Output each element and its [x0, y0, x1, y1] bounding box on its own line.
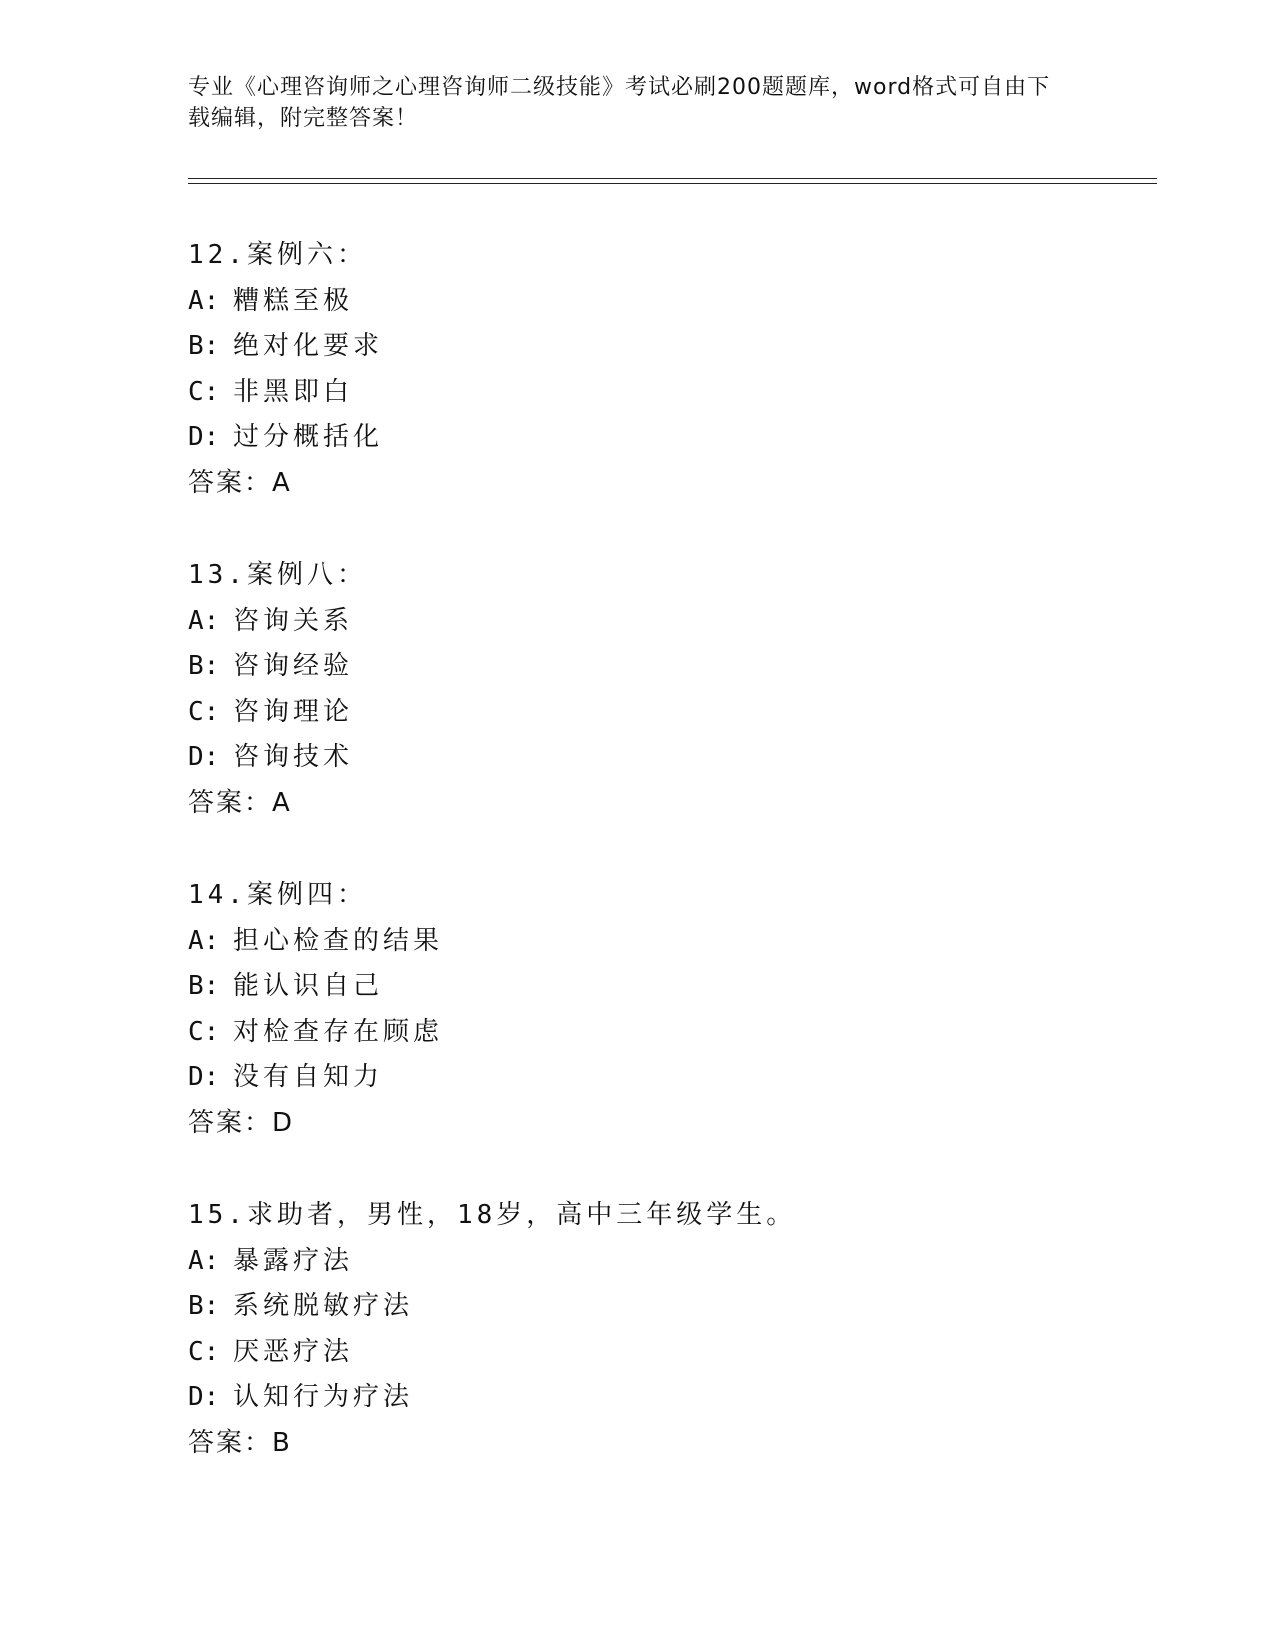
option-b — [188, 647, 1148, 693]
option-label: D: — [188, 742, 220, 772]
option-label: D: — [188, 422, 220, 452]
option-label: B: — [188, 331, 220, 361]
question-stem: 12.案例六： — [188, 240, 367, 270]
option-text: 担心检查的结果 — [233, 925, 444, 956]
option-text: 绝对化要求 — [233, 331, 384, 361]
option-text: 对检查存在顾虑 — [233, 1016, 444, 1047]
question-list — [188, 236, 1148, 1516]
option-text: 咨询技术 — [233, 742, 354, 772]
option-text: 过分概括化 — [233, 422, 384, 452]
header-divider-bottom — [188, 183, 1157, 184]
question-15 — [188, 1196, 1148, 1516]
option-label: B: — [188, 971, 220, 1001]
option-label: A: — [188, 925, 220, 956]
option-label: D: — [188, 1382, 220, 1412]
option-b — [188, 967, 1148, 1013]
header-text: 专业《心理咨询师之心理咨询师二级技能》考试必刷200题题库，word格式可自由下载编辑，附完整答案！ — [188, 75, 1051, 131]
option-d — [188, 1378, 1148, 1424]
answer-line: 答案：A — [188, 467, 292, 498]
option-d — [188, 738, 1148, 784]
option-label: C: — [188, 1336, 220, 1367]
option-text: 没有自知力 — [233, 1062, 384, 1092]
option-label: A: — [188, 1245, 220, 1276]
option-label: A: — [188, 285, 220, 316]
question-14 — [188, 876, 1148, 1196]
option-label: C: — [188, 376, 220, 407]
option-text: 暴露疗法 — [233, 1245, 354, 1276]
option-text: 糟糕至极 — [233, 285, 354, 316]
question-stem: 14.案例四： — [188, 880, 367, 910]
question-12 — [188, 236, 1148, 556]
option-c — [188, 1013, 1148, 1059]
option-text: 非黑即白 — [233, 376, 354, 407]
question-stem: 15.求助者，男性，18岁，高中三年级学生。 — [188, 1200, 797, 1230]
option-d — [188, 1058, 1148, 1104]
option-label: B: — [188, 1291, 220, 1321]
option-a — [188, 602, 1148, 648]
option-label: C: — [188, 1016, 220, 1047]
option-label: A: — [188, 605, 220, 636]
option-label: B: — [188, 651, 220, 681]
option-c — [188, 1333, 1148, 1379]
option-text: 咨询关系 — [233, 605, 354, 636]
answer-line: 答案：B — [188, 1427, 292, 1458]
option-label: C: — [188, 696, 220, 727]
option-b — [188, 1287, 1148, 1333]
document-header — [188, 72, 1068, 134]
option-text: 咨询理论 — [233, 696, 354, 727]
option-a — [188, 1242, 1148, 1288]
header-divider-top — [188, 178, 1157, 179]
question-13 — [188, 556, 1148, 876]
answer-line: 答案：A — [188, 787, 292, 818]
option-text: 咨询经验 — [233, 651, 354, 681]
option-text: 认知行为疗法 — [233, 1382, 414, 1412]
option-c — [188, 373, 1148, 419]
option-c — [188, 693, 1148, 739]
answer-line: 答案：D — [188, 1107, 295, 1138]
option-a — [188, 282, 1148, 328]
option-a — [188, 922, 1148, 968]
option-text: 系统脱敏疗法 — [233, 1291, 414, 1321]
option-d — [188, 418, 1148, 464]
option-b — [188, 327, 1148, 373]
option-text: 能认识自己 — [233, 971, 384, 1001]
option-label: D: — [188, 1062, 220, 1092]
question-stem: 13.案例八： — [188, 560, 367, 590]
option-text: 厌恶疗法 — [233, 1336, 354, 1367]
